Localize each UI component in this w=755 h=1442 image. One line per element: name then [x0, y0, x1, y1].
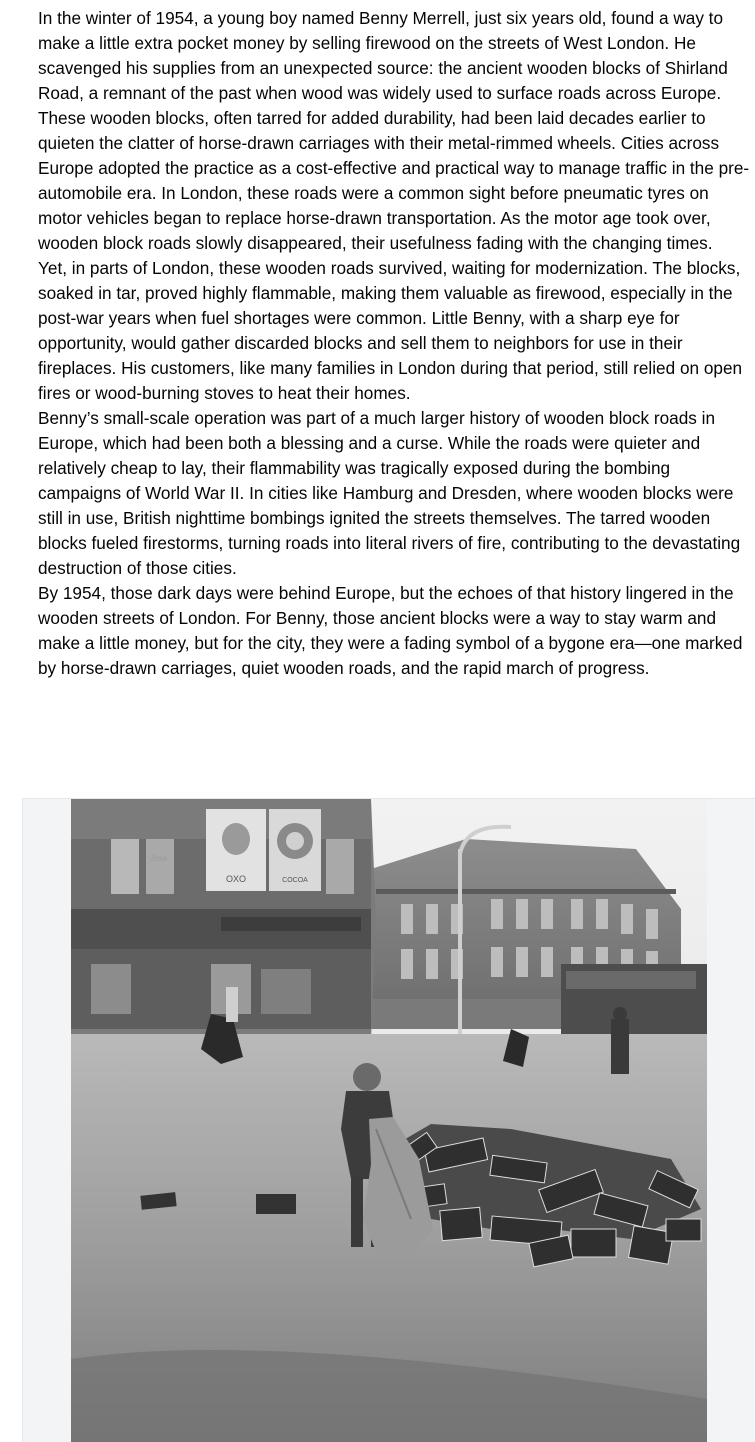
shop-sign-text: Jose — [150, 854, 168, 863]
post-photo[interactable] — [71, 799, 707, 1442]
oxo-sign-text: OXO — [225, 874, 247, 884]
paragraph-survival: Yet, in parts of London, these wooden roads survived, waiting for modernization. The blocks, soaked in tar, proved highly flammable, making them valuable as firewood, especially in the post-war years when fuel shortages were common. Little Benny, with a sharp eye for opportunity, would gather discarded blocks and sell them to neighbors for use in their fireplaces. His customers, like many families in London during that period, still relied on open fires or wood-burning stoves to heat their homes. — [38, 258, 743, 403]
paragraph-wooden-blocks: These wooden blocks, often tarred for added durability, had been laid decades earlier to quieten the clatter of horse-drawn carriages with their metal-rimmed wheels. Cities across Europe adopted the practice as a cost-effective and practical way to manage traffic in the pre-automobile era. In London, these roads were a common sight before pneumatic tyres on motor vehicles began to replace horse-drawn transportation. As the motor age took over, wooden block roads slowly disappeared, their usefulness fading with the changing times. — [38, 108, 750, 253]
paragraph-intro: In the winter of 1954, a young boy named Benny Merrell, just six years old, found a way to make a little extra pocket money by selling firewood on the streets of West London. He scavenged his supplies from an unexpected source: the ancient wooden blocks of Shirland Road, a remnant of the past when wood was widely used to surface roads across Europe. — [38, 8, 728, 103]
paragraph-conclusion: By 1954, those dark days were behind Europe, but the echoes of that history lingered in the wooden streets of London. For Benny, those ancient blocks were a way to stay warm and make a little money, but for the city, they were a fading symbol of a bygone era—one marked by horse-drawn carriages, quiet wooden roads, and the rapid march of progress. — [38, 583, 743, 678]
post-body-text — [38, 6, 750, 681]
building-left — [71, 799, 376, 1039]
paragraph-history: Benny’s small-scale operation was part of a much larger history of wooden block roads in Europe, which had been both a blessing and a curse. While the roads were quieter and relatively cheap to lay, their flammability was tragically exposed during the bombing campaigns of World War II. In cities like Hamburg and Dresden, where wooden blocks were still in use, British nighttime bombings ignited the streets themselves. The tarred wooden blocks fueled firestorms, turning roads into literal rivers of fire, contributing to the devastating destruction of those cities. — [38, 408, 741, 578]
post-photo-container[interactable] — [22, 798, 755, 1442]
cocoa-sign-text: COCOA — [282, 877, 308, 884]
